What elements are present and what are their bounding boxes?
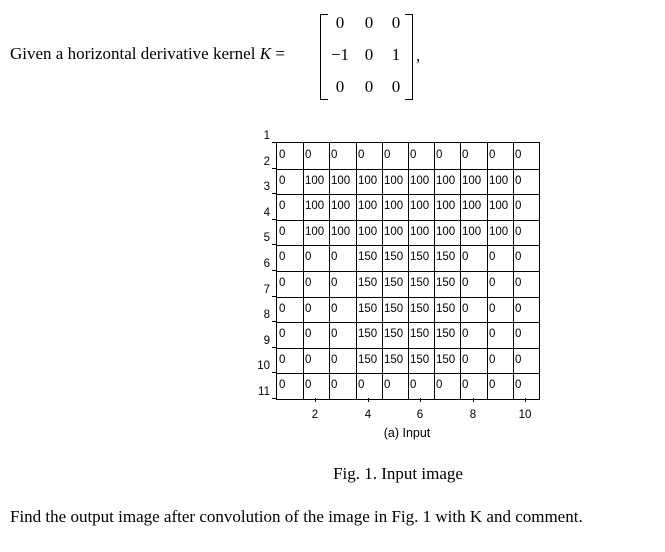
pixel-value: 100: [358, 175, 378, 187]
row-label: 6: [263, 258, 270, 270]
pixel-value: 0: [384, 149, 391, 161]
pixel-value: 100: [331, 226, 351, 238]
pixel-value: 0: [305, 328, 312, 340]
row-tick: [272, 193, 277, 194]
pixel-value: 0: [462, 328, 469, 340]
question-text: Find the output image after convolution of the image in Fig. 1 with K and comment.: [10, 507, 583, 526]
kernel-cell: 0: [391, 13, 401, 32]
pixel-value: 100: [384, 200, 404, 212]
pixel-value: 150: [384, 328, 404, 340]
pixel-value: 0: [489, 354, 496, 366]
row-tick: [272, 321, 277, 322]
pixel-value: 100: [462, 175, 482, 187]
kernel-cell: 0: [364, 45, 374, 64]
pixel-value: 0: [358, 149, 365, 161]
pixel-value: 100: [384, 226, 404, 238]
kernel-cell: 0: [391, 77, 401, 96]
pixel-value: 0: [331, 277, 338, 289]
pixel-value: 150: [410, 251, 430, 263]
input-image-figure: [252, 130, 552, 450]
pixel-value: 0: [436, 149, 443, 161]
pixel-value: 100: [331, 200, 351, 212]
pixel-value: 0: [489, 328, 496, 340]
pixel-value: 0: [279, 226, 286, 238]
pixel-value: 100: [358, 226, 378, 238]
x-tick-label: 8: [469, 409, 477, 421]
pixel-value: 0: [279, 379, 286, 391]
pixel-value: 0: [279, 303, 286, 315]
x-tick: [473, 398, 474, 402]
pixel-value: 100: [462, 200, 482, 212]
pixel-value: 0: [515, 379, 522, 391]
pixel-value: 0: [515, 354, 522, 366]
pixel-value: 100: [462, 226, 482, 238]
pixel-value: 0: [358, 379, 365, 391]
pixel-value: 0: [515, 200, 522, 212]
pixel-value: 100: [331, 175, 351, 187]
kernel-comma: ,: [416, 46, 421, 65]
row-label: 2: [263, 156, 270, 168]
pixel-value: 100: [384, 175, 404, 187]
pixel-value: 150: [410, 328, 430, 340]
pixel-value: 0: [515, 149, 522, 161]
row-tick: [272, 142, 277, 143]
row-label: 1: [263, 130, 270, 142]
pixel-value: 100: [358, 200, 378, 212]
pixel-value: 100: [489, 200, 509, 212]
pixel-value: 0: [331, 303, 338, 315]
row-label: 10: [257, 360, 270, 372]
pixel-value: 150: [358, 328, 378, 340]
x-tick: [525, 398, 526, 402]
pixel-value: 100: [305, 200, 325, 212]
pixel-value: 100: [489, 226, 509, 238]
kernel-symbol: K: [259, 44, 272, 63]
grid-vertical-line: [487, 143, 488, 399]
figure-caption: Fig. 1. Input image: [333, 464, 463, 483]
pixel-value: 0: [279, 149, 286, 161]
pixel-value: 150: [358, 354, 378, 366]
kernel-cell: 0: [364, 77, 374, 96]
input-image-grid: [276, 142, 540, 400]
pixel-value: 0: [515, 226, 522, 238]
pixel-value: 0: [410, 149, 417, 161]
row-label: 11: [258, 386, 270, 398]
pixel-value: 150: [358, 303, 378, 315]
row-tick: [272, 168, 277, 169]
pixel-value: 0: [279, 200, 286, 212]
pixel-value: 0: [279, 354, 286, 366]
pixel-value: 0: [331, 149, 338, 161]
pixel-value: 150: [436, 354, 456, 366]
pixel-value: 0: [331, 379, 338, 391]
x-tick: [368, 398, 369, 402]
pixel-value: 0: [384, 379, 391, 391]
pixel-value: 0: [331, 251, 338, 263]
pixel-value: 100: [410, 175, 430, 187]
grid-vertical-line: [434, 143, 435, 399]
grid-horizontal-line: [277, 271, 539, 272]
pixel-value: 0: [515, 277, 522, 289]
pixel-value: 0: [462, 303, 469, 315]
grid-horizontal-line: [277, 348, 539, 349]
grid-horizontal-line: [277, 322, 539, 323]
pixel-value: 0: [305, 277, 312, 289]
pixel-value: 100: [410, 226, 430, 238]
row-label: 7: [263, 284, 270, 296]
pixel-value: 0: [331, 354, 338, 366]
pixel-value: 0: [305, 379, 312, 391]
x-axis-caption: (a) Input: [383, 426, 431, 440]
pixel-value: 0: [331, 328, 338, 340]
kernel-cell: 0: [335, 13, 345, 32]
row-tick: [272, 398, 277, 399]
pixel-value: 100: [436, 175, 456, 187]
row-label: 4: [263, 207, 270, 219]
pixel-value: 0: [515, 303, 522, 315]
pixel-value: 100: [305, 175, 325, 187]
x-tick: [420, 398, 421, 402]
pixel-value: 0: [410, 379, 417, 391]
pixel-value: 0: [489, 251, 496, 263]
pixel-value: 0: [489, 149, 496, 161]
kernel-cell: −1: [330, 45, 350, 64]
x-tick-label: 2: [311, 409, 319, 421]
pixel-value: 0: [279, 175, 286, 187]
pixel-value: 0: [489, 303, 496, 315]
row-tick: [272, 372, 277, 373]
row-label: 5: [263, 232, 270, 244]
kernel-cell: 0: [335, 77, 345, 96]
pixel-value: 0: [279, 251, 286, 263]
grid-horizontal-line: [277, 297, 539, 298]
pixel-value: 150: [410, 303, 430, 315]
x-tick: [315, 398, 316, 402]
pixel-value: 0: [279, 328, 286, 340]
pixel-value: 0: [305, 303, 312, 315]
pixel-value: 0: [305, 149, 312, 161]
pixel-value: 100: [436, 226, 456, 238]
pixel-value: 150: [436, 303, 456, 315]
intro-sentence: [10, 44, 285, 64]
kernel-cell: 1: [391, 45, 401, 64]
row-tick: [272, 296, 277, 297]
pixel-value: 150: [410, 354, 430, 366]
pixel-value: 150: [358, 277, 378, 289]
equals-sign: =: [271, 44, 285, 63]
pixel-value: 0: [462, 277, 469, 289]
pixel-value: 0: [436, 379, 443, 391]
grid-vertical-line: [513, 143, 514, 399]
pixel-value: 0: [462, 379, 469, 391]
pixel-value: 100: [489, 175, 509, 187]
pixel-value: 150: [358, 251, 378, 263]
row-label: 8: [263, 309, 270, 321]
pixel-value: 0: [462, 149, 469, 161]
pixel-value: 100: [436, 200, 456, 212]
pixel-value: 0: [489, 379, 496, 391]
row-tick: [272, 270, 277, 271]
pixel-value: 150: [384, 354, 404, 366]
pixel-value: 150: [436, 251, 456, 263]
pixel-value: 100: [305, 226, 325, 238]
kernel-cell: 0: [364, 13, 374, 32]
pixel-value: 0: [489, 277, 496, 289]
intro-text: Given a horizontal derivative kernel: [10, 44, 260, 63]
pixel-value: 0: [305, 251, 312, 263]
pixel-value: 150: [436, 277, 456, 289]
pixel-value: 0: [515, 328, 522, 340]
grid-horizontal-line: [277, 373, 539, 374]
pixel-value: 150: [436, 328, 456, 340]
pixel-value: 0: [515, 251, 522, 263]
pixel-value: 0: [279, 277, 286, 289]
pixel-value: 150: [384, 303, 404, 315]
pixel-value: 0: [462, 251, 469, 263]
pixel-value: 0: [515, 175, 522, 187]
pixel-value: 150: [410, 277, 430, 289]
row-label: 3: [263, 181, 270, 193]
pixel-value: 0: [462, 354, 469, 366]
pixel-value: 0: [305, 354, 312, 366]
grid-vertical-line: [460, 143, 461, 399]
pixel-value: 150: [384, 277, 404, 289]
x-tick-label: 6: [416, 409, 424, 421]
row-label: 9: [263, 335, 270, 347]
x-tick-label: 4: [364, 409, 372, 421]
pixel-value: 100: [410, 200, 430, 212]
row-tick: [272, 244, 277, 245]
row-tick: [272, 347, 277, 348]
row-tick: [272, 219, 277, 220]
pixel-value: 150: [384, 251, 404, 263]
x-tick-label: 10: [518, 409, 532, 421]
